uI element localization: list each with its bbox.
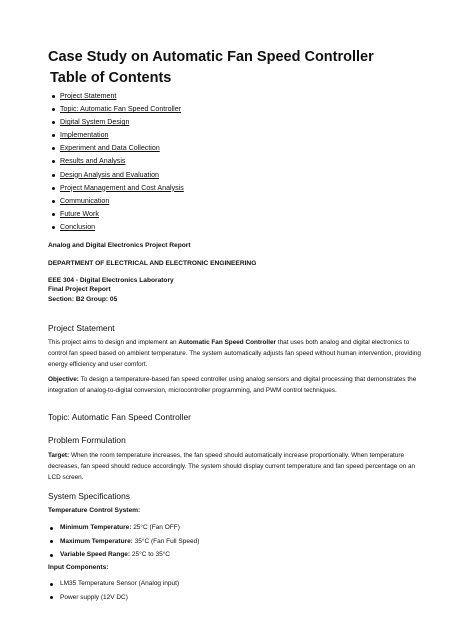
spec-value: 25°C (Fan OFF) [131, 524, 180, 531]
input-components-list [48, 577, 179, 604]
toc-link-digital-system-design[interactable]: Digital System Design [60, 118, 130, 127]
toc-item [50, 221, 184, 234]
toc-link-design-analysis[interactable]: Design Analysis and Evaluation [60, 170, 159, 179]
toc-item [50, 103, 184, 116]
toc-item [50, 208, 184, 221]
toc-link-results[interactable]: Results and Analysis [60, 157, 126, 166]
table-of-contents [50, 90, 184, 234]
toc-item [50, 142, 184, 155]
toc-link-implementation[interactable]: Implementation [60, 131, 109, 140]
spec-value: 35°C (Fan Full Speed) [132, 537, 200, 545]
toc-link-communication[interactable]: Communication [60, 196, 110, 205]
spec-label: Variable Speed Range: [60, 551, 131, 558]
temperature-control-label: Temperature Control System: [48, 507, 141, 514]
department-name: DEPARTMENT OF ELECTRICAL AND ELECTRONIC ENGINEERING [48, 260, 257, 267]
spec-label: Minimum Temperature: [60, 524, 132, 531]
input-components-label: Input Components: [48, 564, 109, 571]
spec-item-maximum [48, 535, 199, 549]
report-kind: Final Project Report [48, 286, 111, 293]
toc-heading: Table of Contents [50, 70, 172, 86]
toc-link-project-statement[interactable]: Project Statement [60, 92, 117, 100]
objective-text: To design a temperature-based fan speed controller using analog sensors and digital processing that demonstrates the integration of analog-to-digital conversion, microcontroller programming, and PWM control techniques. [48, 376, 417, 394]
toc-link-conclusion[interactable]: Conclusion [60, 222, 96, 231]
project-statement-heading: Project Statement [48, 323, 115, 333]
input-item: LM35 Temperature Sensor (Analog input) [48, 577, 179, 591]
toc-item [50, 155, 184, 168]
problem-formulation-heading: Problem Formulation [48, 435, 126, 445]
spec-label: Maximum Temperature: [60, 537, 133, 545]
input-item: Power supply (12V DC) [48, 591, 179, 605]
project-statement-paragraph [48, 337, 428, 370]
toc-link-topic[interactable]: Topic: Automatic Fan Speed Controller [60, 105, 182, 114]
spec-item-minimum [48, 521, 199, 535]
toc-link-project-management[interactable]: Project Management and Cost Analysis [60, 183, 184, 192]
target-text: When the room temperature increases, the fan speed should automatically increase proportionally. When temperature decreases, fan speed should reduce accordingly. The system should display current temperature and fan speed percentage on an LCD screen. [48, 452, 416, 481]
topic-heading: Topic: Automatic Fan Speed Controller [48, 412, 191, 422]
document-title: Case Study on Automatic Fan Speed Controller [48, 49, 374, 65]
toc-link-experiment[interactable]: Experiment and Data Collection [60, 144, 160, 153]
report-type: Analog and Digital Electronics Project Report [48, 242, 191, 249]
objective-label: Objective: [48, 376, 79, 383]
target-label: Target: [48, 452, 70, 459]
course-name: EEE 304 - Digital Electronics Laboratory [48, 277, 174, 284]
toc-item [50, 90, 184, 103]
toc-link-future-work[interactable]: Future Work [60, 209, 99, 218]
objective-paragraph [48, 374, 428, 396]
toc-item [50, 116, 184, 129]
target-paragraph [48, 450, 428, 483]
statement-bold-title: Automatic Fan Speed Controller [178, 339, 277, 346]
toc-item [50, 129, 184, 142]
spec-value: 25°C to 35°C [130, 551, 170, 558]
system-specifications-heading: System Specifications [48, 491, 130, 501]
toc-item [50, 182, 184, 195]
toc-item [50, 169, 184, 182]
toc-item [50, 195, 184, 208]
statement-text-start: This project aims to design and implement an [48, 339, 179, 346]
temperature-spec-list [48, 521, 199, 562]
spec-item-range [48, 548, 199, 562]
section-group: Section: B2 Group: 05 [48, 296, 118, 303]
statement-text-end: that uses both analog and digital electronics to control fan speed based on ambient temperature. The system automatically adjusts fan speed without human intervention, providing energy efficiency and user comfort. [48, 339, 421, 368]
